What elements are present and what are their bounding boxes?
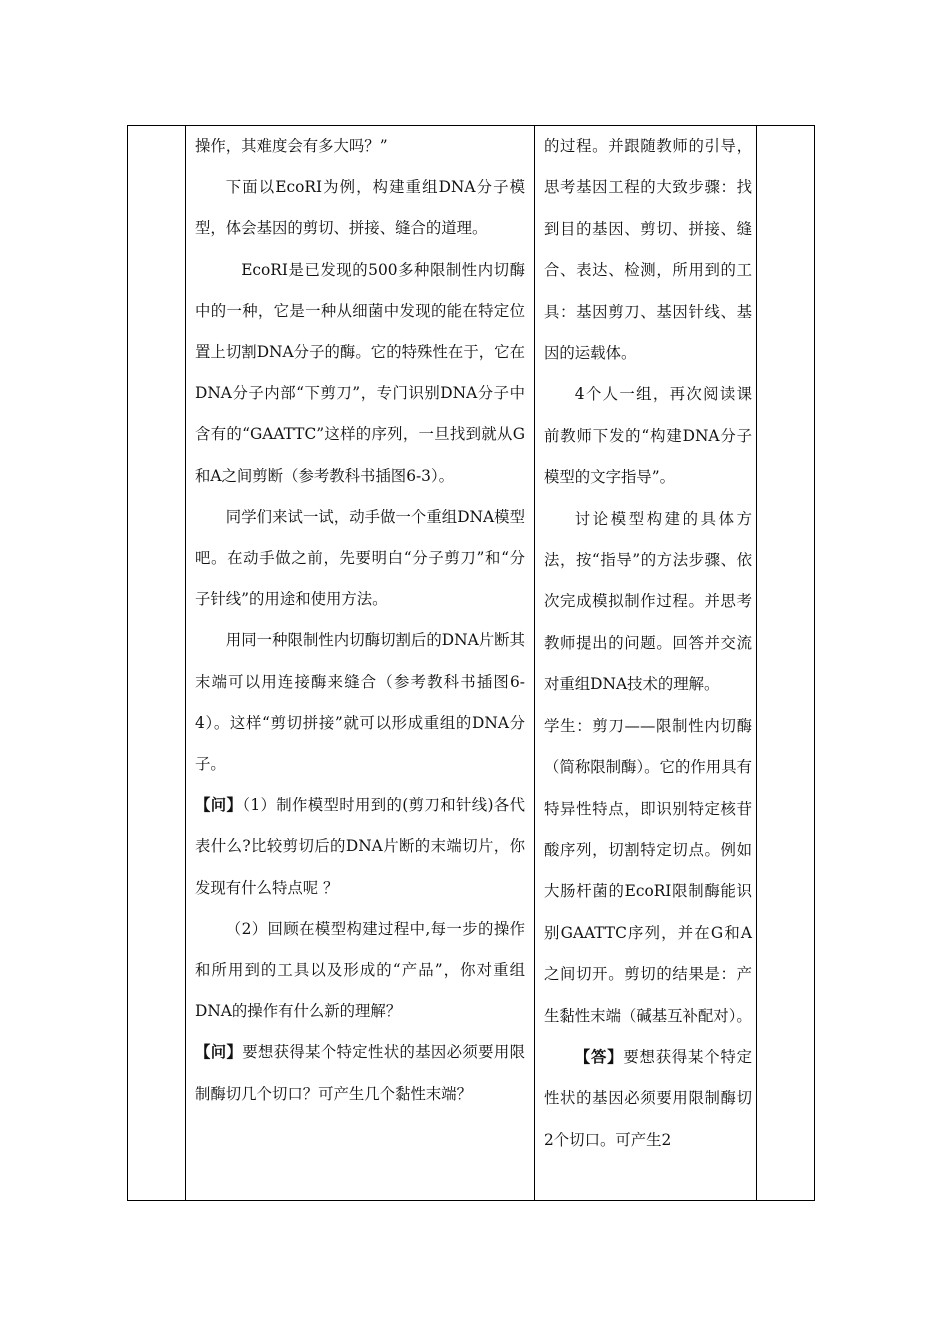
question-tag: 【问】 xyxy=(195,796,243,815)
column-divider xyxy=(756,126,757,1200)
paragraph: 4个人一组，再次阅读课前教师下发的“构建DNA分子模型的文字指导”。 xyxy=(544,385,752,487)
paragraph: 讨论模型构建的具体方法，按“指导”的方法步骤、依次完成模拟制作过程。并思考教师提出的问题。回答并交流对重组DNA技术的理解。 xyxy=(544,509,752,694)
answer-text: 要想获得某个特定性状的基因必须要用限制酶切2个切口。可产生2 xyxy=(544,1047,752,1149)
question-text: 要想获得某个特定性状的基因必须要用限制酶切几个切口？可产生几个黏性末端？ xyxy=(195,1043,525,1103)
answer-paragraph xyxy=(544,1037,752,1161)
column-divider xyxy=(185,126,186,1200)
paragraph: EcoRI是已发现的500多种限制性内切酶中的一种，它是一种从细菌中发现的能在特定位置上切割DNA分子的酶。它的特殊性在于，它在DNA分子内部“下剪刀”，专门识别DNA分子中含有的“GAATTC”这样的序列，一旦找到就从G和A之间剪断（参考教科书插图6-3）。 xyxy=(195,260,525,485)
answer-tag: 【答】 xyxy=(574,1047,624,1066)
column-divider xyxy=(534,126,535,1200)
question-tag: 【问】 xyxy=(195,1043,243,1062)
teacher-activity-column xyxy=(193,126,531,1115)
paragraph: 的过程。并跟随教师的引导，思考基因工程的大致步骤：找到目的基因、剪切、拼接、缝合、表达、检测，所用到的工具：基因剪刀、基因针线、基因的运载体。 xyxy=(544,137,752,363)
paragraph: 下面以EcoRI为例，构建重组DNA分子模型，体会基因的剪切、拼接、缝合的道理。 xyxy=(195,178,525,238)
paragraph: 同学们来试一试，动手做一个重组DNA模型吧。在动手做之前，先要明白“分子剪刀”和“分子针线”的用途和使用方法。 xyxy=(195,507,525,609)
question-text: （1）制作模型时用到的(剪刀和针线)各代表什么?比较剪切后的DNA片断的末端切片，你发现有什么特点呢 ？ xyxy=(195,796,525,897)
student-activity-column xyxy=(542,126,756,1161)
paragraph: （2）回顾在模型构建过程中,每一步的操作和所用到的工具以及形成的“产品”，你对重组DNA的操作有什么新的理解？ xyxy=(195,919,525,1021)
paragraph: 学生：剪刀——限制性内切酶（简称限制酶）。它的作用具有特异性特点，即识别特定核苷酸序列，切割特定切点。例如大肠杆菌的EcoRI限制酶能识别GAATTC序列，并在G和A之间切开。剪切的结果是：产生黏性末端（碱基互补配对）。 xyxy=(544,716,752,1025)
question-paragraph xyxy=(195,1032,525,1114)
paragraph: 操作，其难度会有多大吗？” xyxy=(195,137,388,155)
lesson-table xyxy=(127,125,815,1201)
question-paragraph xyxy=(195,785,525,909)
paragraph: 用同一种限制性内切酶切割后的DNA片断其末端可以用连接酶来缝合（参考教科书插图6-4）。这样“剪切拼接”就可以形成重组的DNA分子。 xyxy=(195,631,525,774)
